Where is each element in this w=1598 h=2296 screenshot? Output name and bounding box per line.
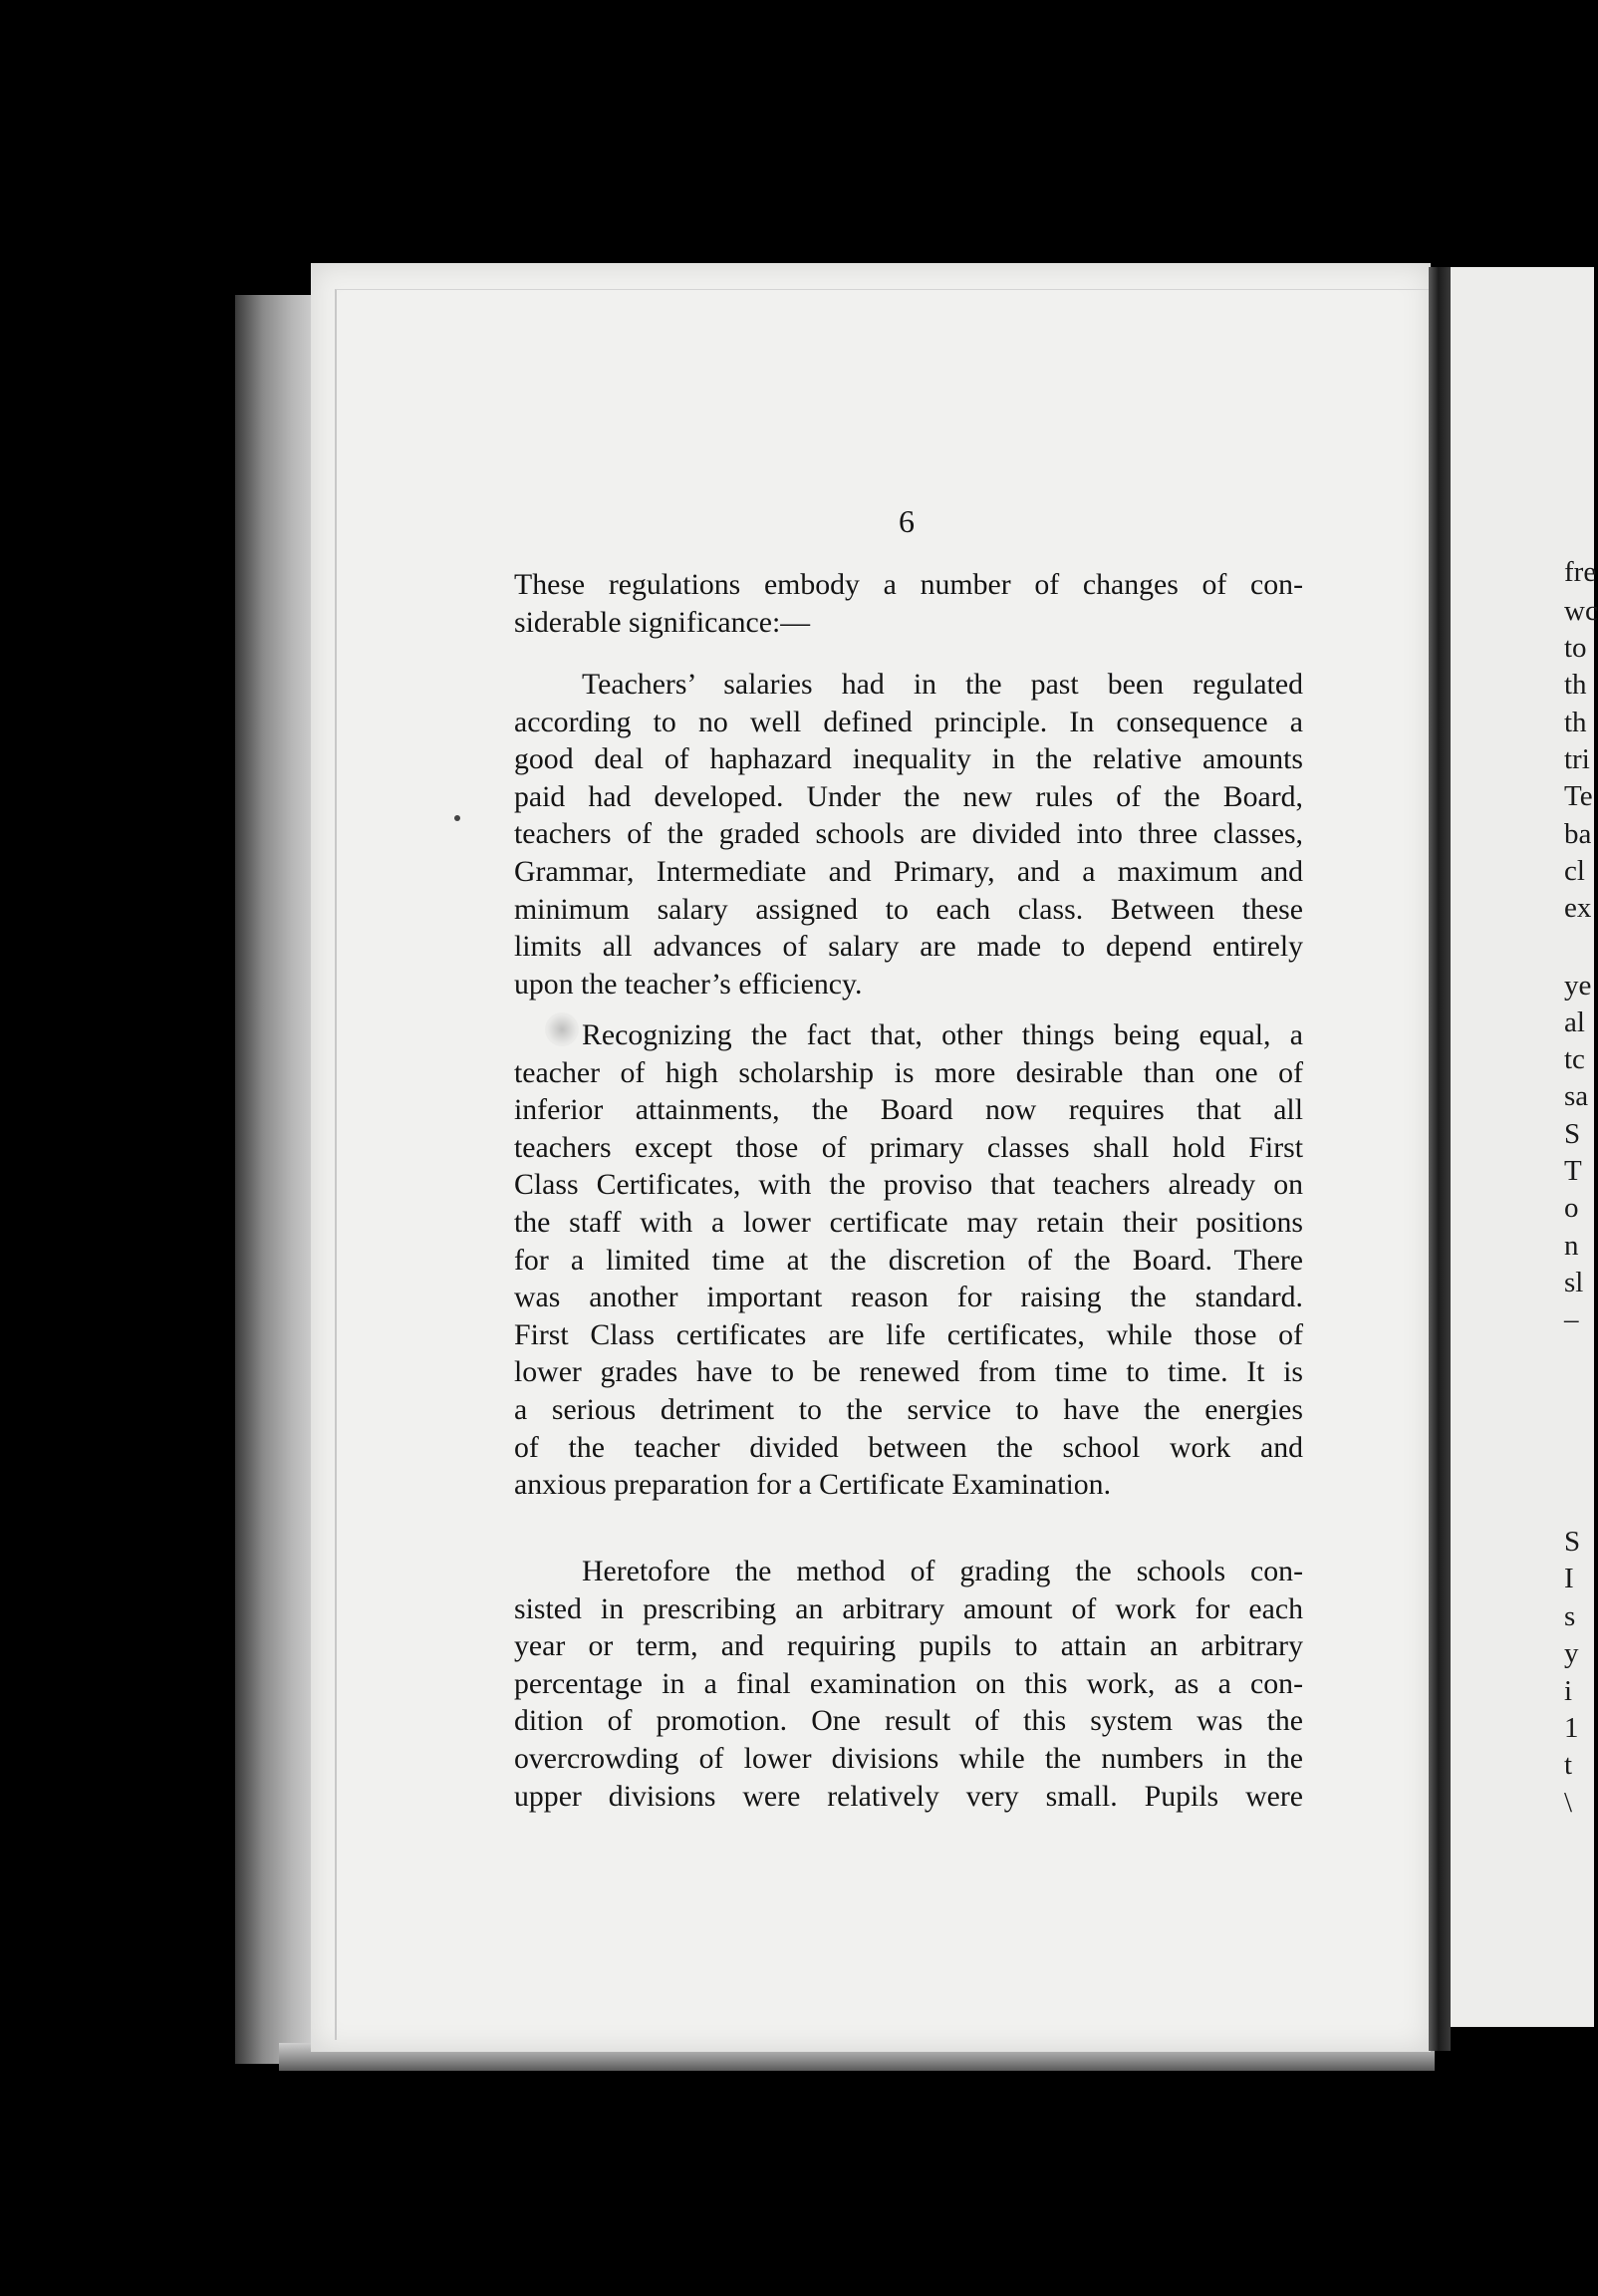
paper-stain [545, 1012, 579, 1046]
facing-text-fragment: th [1564, 707, 1587, 738]
facing-text-fragment: al [1564, 1006, 1585, 1038]
facing-text-fragment: i [1564, 1675, 1573, 1707]
paragraph-1 [514, 566, 1303, 641]
text-line: teacher of high scholarship is more desirable than one of [514, 1055, 1303, 1089]
facing-text-fragment: y [1564, 1637, 1579, 1669]
text-line: a serious detriment to the service to have the energies [514, 1392, 1303, 1426]
facing-text-fragment: sa [1564, 1080, 1589, 1112]
paragraph-4 [514, 1553, 1303, 1815]
facing-text-fragment: T [1564, 1155, 1582, 1187]
text-line: teachers except those of primary classes shall hold First [514, 1130, 1303, 1164]
text-line: according to no well defined principle. In consequence a [514, 705, 1303, 738]
facing-text-fragment: 1 [1564, 1712, 1579, 1744]
facing-text-fragment: to [1564, 632, 1587, 664]
book-edge-left [235, 295, 315, 2064]
page-number: 6 [899, 503, 915, 539]
text-line: Class Certificates, with the proviso that teachers already on [514, 1168, 1303, 1202]
text-line: First Class certificates are life certificates, while those of [514, 1317, 1303, 1351]
facing-text-fragment: Te [1564, 780, 1593, 812]
text-line: overcrowding of lower divisions while the numbers in the [514, 1741, 1303, 1775]
paragraph-3 [514, 1016, 1303, 1504]
facing-text-fragment: S [1564, 1526, 1581, 1558]
text-line: inferior attainments, the Board now requires that all [514, 1093, 1303, 1127]
facing-text-fragment: n [1564, 1230, 1579, 1262]
text-line: minimum salary assigned to each class. Between these [514, 892, 1303, 926]
facing-text-fragment: th [1564, 669, 1587, 701]
text-line: paid had developed. Under the new rules of the Board, [514, 779, 1303, 813]
text-line: teachers of the graded schools are divided into three classes, [514, 817, 1303, 851]
text-line: for a limited time at the discretion of the Board. There [514, 1243, 1303, 1277]
text-line: Teachers’ salaries had in the past been regulated [582, 668, 1303, 701]
text-line: Grammar, Intermediate and Primary, and a maximum and [514, 854, 1303, 888]
text-line: Recognizing the fact that, other things being equal, a [582, 1018, 1303, 1051]
text-line: Heretofore the method of grading the schools con- [582, 1555, 1303, 1587]
facing-text-fragment: sl [1564, 1267, 1584, 1298]
facing-text-fragment: ba [1564, 818, 1592, 850]
facing-text-fragment: I [1564, 1563, 1574, 1594]
text-line: was another important reason for raising the standard. [514, 1281, 1303, 1314]
text-line: of the teacher divided between the school work and [514, 1430, 1303, 1464]
facing-text-fragment: \ [1564, 1787, 1573, 1819]
facing-text-fragment: s [1564, 1600, 1576, 1632]
paragraph-2 [514, 666, 1303, 1003]
text-line: year or term, and requiring pupils to attain an arbitrary [514, 1629, 1303, 1663]
ink-dot [454, 815, 460, 821]
text-line: the staff with a lower certificate may retain their positions [514, 1205, 1303, 1239]
text-line: dition of promotion. One result of this system was the [514, 1704, 1303, 1738]
text-line: anxious preparation for a Certificate Examination. [514, 1468, 1112, 1502]
facing-text-fragment: t [1564, 1749, 1573, 1781]
text-line: lower grades have to be renewed from time to time. It is [514, 1355, 1303, 1389]
facing-text-fragment: tc [1564, 1043, 1585, 1075]
text-line: These regulations embody a number of changes of con- [514, 568, 1303, 601]
text-line: percentage in a final examination on this work, as a con- [514, 1666, 1303, 1700]
facing-text-fragment: S [1564, 1118, 1581, 1150]
book-gutter [1429, 267, 1451, 2051]
text-line: siderable significance:— [514, 605, 811, 639]
facing-text-fragment: fre [1564, 556, 1597, 588]
text-line: good deal of haphazard inequality in the relative amounts [514, 742, 1303, 776]
text-line: upon the teacher’s efficiency. [514, 967, 863, 1001]
facing-text-fragment: ye [1564, 970, 1592, 1002]
text-line: sisted in prescribing an arbitrary amount of work for each [514, 1591, 1303, 1625]
facing-text-fragment: wc [1564, 595, 1598, 627]
facing-text-fragment: cl [1564, 855, 1585, 887]
facing-text-fragment: – [1564, 1303, 1579, 1335]
text-line: limits all advances of salary are made to depend entirely [514, 930, 1303, 964]
text-line: upper divisions were relatively very small. Pupils were [514, 1779, 1303, 1813]
facing-text-fragment: ex [1564, 892, 1592, 924]
facing-text-fragment: tri [1564, 743, 1590, 775]
facing-text-fragment: o [1564, 1192, 1579, 1224]
